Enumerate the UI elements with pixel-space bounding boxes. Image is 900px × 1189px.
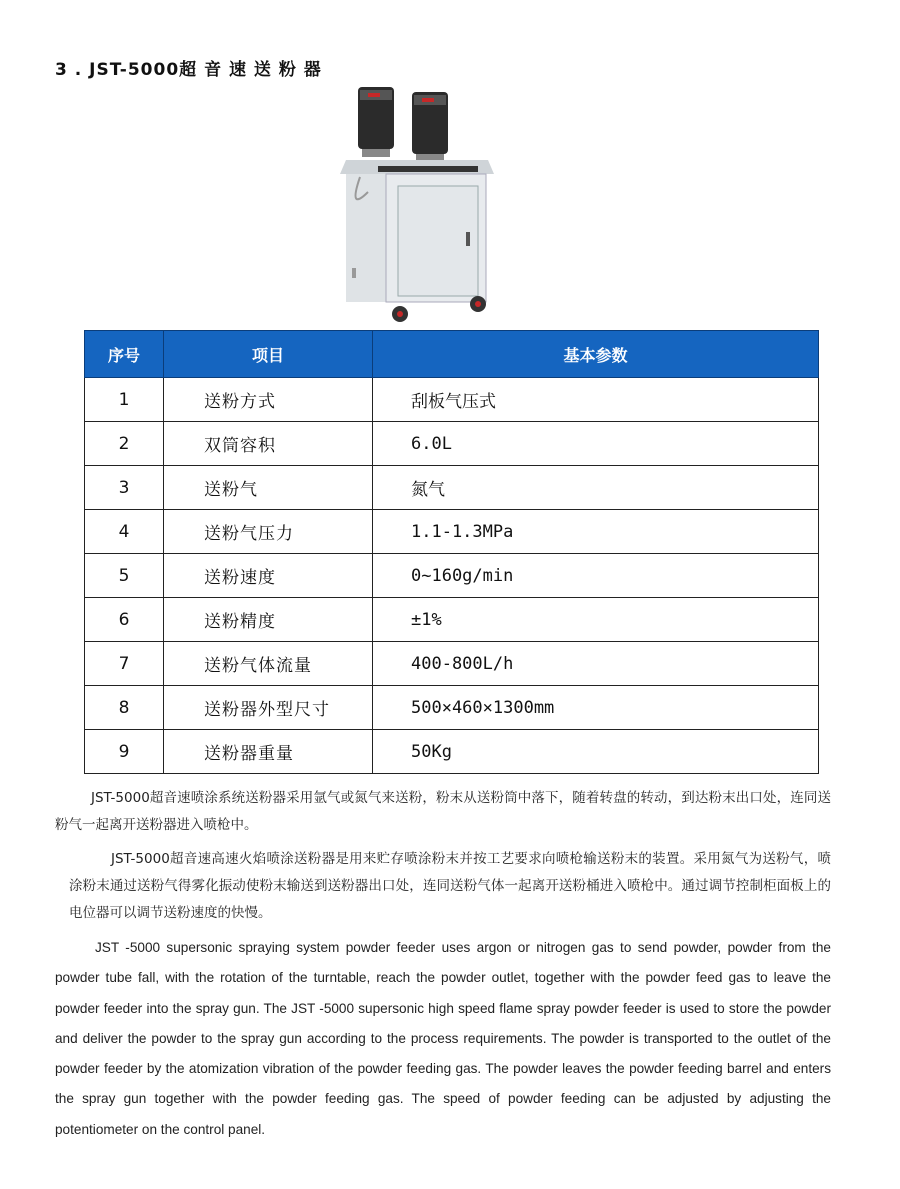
row-value: 1.1-1.3MPa xyxy=(373,510,819,554)
row-item: 送粉速度 xyxy=(164,554,373,598)
row-no: 1 xyxy=(85,378,164,422)
row-value: 刮板气压式 xyxy=(373,378,819,422)
row-no: 3 xyxy=(85,466,164,510)
header-item: 项目 xyxy=(164,331,373,378)
row-item: 送粉气 xyxy=(164,466,373,510)
row-value: 400-800L/h xyxy=(373,642,819,686)
table-row xyxy=(85,510,819,554)
row-item: 送粉气体流量 xyxy=(164,642,373,686)
row-no: 7 xyxy=(85,642,164,686)
paragraph-cn-1: JST-5000超音速喷涂系统送粉器采用氩气或氮气来送粉，粉末从送粉筒中落下，随着转盘的转动，到达粉末出口处，连同送粉气一起离开送粉器进入喷枪中。 xyxy=(55,790,831,833)
row-no: 8 xyxy=(85,686,164,730)
table-row xyxy=(85,686,819,730)
row-value: 氮气 xyxy=(373,466,819,510)
row-no: 4 xyxy=(85,510,164,554)
table-row xyxy=(85,642,819,686)
row-item: 送粉器外型尺寸 xyxy=(164,686,373,730)
powder-feeder-image xyxy=(338,82,498,327)
paragraph-cn-2: JST-5000超音速高速火焰喷涂送粉器是用来贮存喷涂粉末并按工艺要求向喷枪输送粉末的装置。采用氮气为送粉气，喷涂粉末通过送粉气得雾化振动使粉末输送到送粉器出口处，连同送粉气体一起离开送粉桶进入喷枪中。通过调节控制柜面板上的电位器可以调节送粉速度的快慢。 xyxy=(69,851,831,921)
table-row xyxy=(85,422,819,466)
row-value: ±1% xyxy=(373,598,819,642)
row-item: 送粉器重量 xyxy=(164,730,373,774)
row-no: 6 xyxy=(85,598,164,642)
row-value: 50Kg xyxy=(373,730,819,774)
table-row xyxy=(85,730,819,774)
row-item: 送粉方式 xyxy=(164,378,373,422)
row-no: 5 xyxy=(85,554,164,598)
header-value: 基本参数 xyxy=(373,331,819,378)
row-item: 送粉气压力 xyxy=(164,510,373,554)
table-row xyxy=(85,554,819,598)
paragraph-en: JST -5000 supersonic spraying system powder feeder uses argon or nitrogen gas to send powder, powder from the powder tube fall, with the rotation of the turntable, reach the powder outlet, together with the powder feed gas to leave the powder feeder into the spray gun. The JST -5000 supersonic high speed flame spray powder feeder is used to store the powder and deliver the powder to the spray gun according to the process requirements. The powder is transported to the outlet of the powder feeder by the atomization vibration of the powder feeding gas. The powder leaves the powder feeding barrel and enters the spray gun together with the powder feeding gas. The speed of powder feeding can be adjusted by adjusting the potentiometer on the control panel. xyxy=(55,940,831,1137)
row-value: 6.0L xyxy=(373,422,819,466)
table-row xyxy=(85,378,819,422)
row-value: 500×460×1300mm xyxy=(373,686,819,730)
row-value: 0~160g/min xyxy=(373,554,819,598)
table-header-row xyxy=(85,331,819,378)
header-no: 序号 xyxy=(85,331,164,378)
table-row xyxy=(85,466,819,510)
row-item: 双筒容积 xyxy=(164,422,373,466)
spec-table xyxy=(84,330,819,774)
row-item: 送粉精度 xyxy=(164,598,373,642)
row-no: 2 xyxy=(85,422,164,466)
table-row xyxy=(85,598,819,642)
row-no: 9 xyxy=(85,730,164,774)
section-heading: 3 . JST-5000超 音 速 送 粉 器 xyxy=(55,60,322,80)
